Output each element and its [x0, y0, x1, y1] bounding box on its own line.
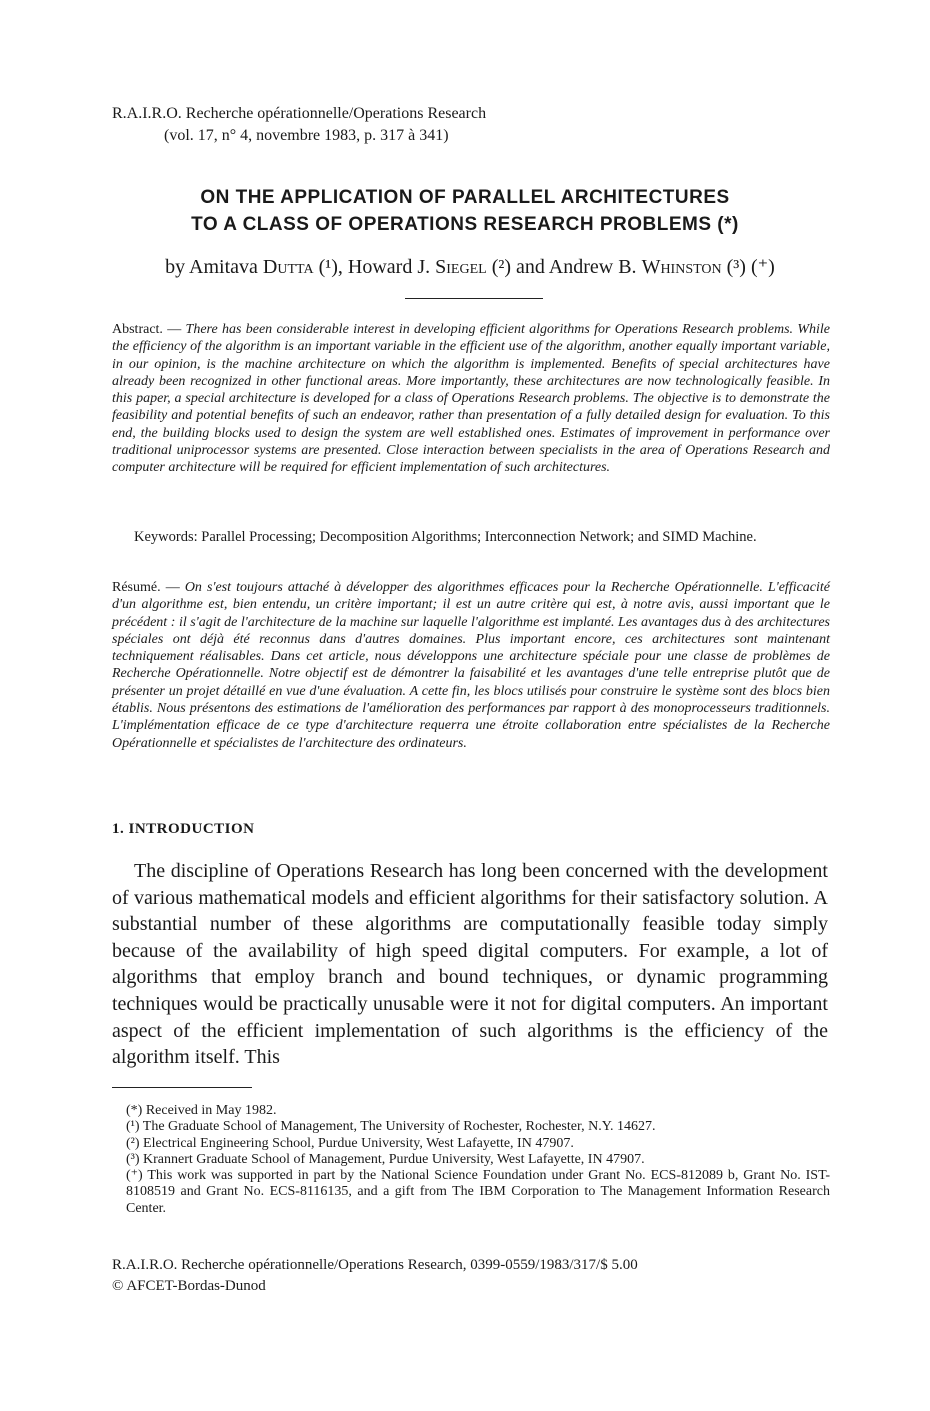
resume-label: Résumé. — [112, 580, 180, 595]
journal-line-1: R.A.I.R.O. Recherche opérationnelle/Operations Research [112, 105, 487, 122]
author-2-surname: Siegel [435, 256, 487, 278]
author-3-mark: (³) (⁺) [726, 256, 775, 278]
resume [112, 579, 830, 752]
footnote: (*) Received in May 1982. [126, 1103, 277, 1118]
author-3-surname: Whinston [641, 256, 722, 278]
author-1-surname: Dutta [262, 256, 314, 278]
resume-text: On s'est toujours attaché à développer des algorithmes efficaces pour la Recherche Opérationnelle. L'efficacité d'un algorithme est, bien entendu, un critère important; il est un autre critère qui est, à notre avis, aussi important que le précédent : il s'agit de l'architecture de la machine sur laquelle l'algorithme est implanté. Les avantages dus à des architectures spéciales ont déjà été reconnus dans d'autres domaines. Plus important encore, ces architectures sont maintenant techniquement réalisables. Dans cet article, nous développons une architecture spéciale pour une classe de problèmes de Recherche Opérationnelle. Notre objectif est de démontrer la faisabilité et les avantages d'une telle entreprise plutôt que de présenter un projet détaillé en vue d'une évaluation. A cette fin, les blocs utilisés pour construire le système sont des blocs bien établis. Nous présentons des estimations de l'amélioration des performances par rapport à des monoprocesseurs traditionnels. L'implémentation efficace de ce type d'architecture requerra une étroite collaboration entre spécialistes de la Recherche Opérationnelle et spécialistes de l'architecture des ordinateurs. [112, 580, 831, 751]
footnotes [112, 1103, 830, 1217]
author-1-mark: (¹), [318, 256, 343, 278]
paper-title [90, 184, 840, 238]
authors-conjunction: and Andrew B. [516, 256, 637, 278]
journal-header [112, 103, 812, 147]
author-2-given: Howard J. [347, 256, 431, 278]
keywords: Keywords: Parallel Processing; Decomposition Algorithms; Interconnection Network; and SIMD Machine. [134, 529, 757, 545]
journal-line-2: (vol. 17, n° 4, novembre 1983, p. 317 à 341) [164, 127, 449, 144]
footnote: (¹) The Graduate School of Management, The University of Rochester, Rochester, N.Y. 14627. [126, 1119, 656, 1135]
footnote: (⁺) This work was supported in part by the National Science Foundation under Grant No. ECS-812089 b, Grant No. IST-8108519 and Grant No. ECS-8116135, and a gift from The IBM Corporation to The Management Information Research Center. [126, 1168, 830, 1216]
footnote-divider [112, 1087, 252, 1088]
abstract [112, 321, 830, 477]
author-2-mark: (²) [491, 256, 512, 278]
title-line-1: ON THE APPLICATION OF PARALLEL ARCHITECTURES [200, 187, 730, 208]
section-heading: 1. INTRODUCTION [112, 821, 255, 837]
publication-footer [112, 1255, 830, 1297]
publication-line-1: R.A.I.R.O. Recherche opérationnelle/Operations Research, 0399-0559/1983/317/$ 5.00 [112, 1257, 638, 1273]
abstract-text: There has been considerable interest in developing efficient algorithms for Operations Research problems. While the efficiency of the algorithm is an important variable in the efficient use of the algorithm, another equally important variable, in our opinion, is the machine architecture on which the algorithm is implemented. Benefits of special architectures have already been recognized in other functional areas. More importantly, these architectures are now technologically feasible. In this paper, a special architecture is developed for a class of Operations Research problems. The objective is to demonstrate the feasibility and potential benefits of such an endeavor, rather than presentation of a fully detailed design for evaluation. To this end, the building blocks used to design the system are well established ones. Estimates of improvement in performance over traditional uniprocessor systems are presented. Close interaction between specialists in the area of Operations Research and computer architecture will be required for efficient implementation of such architectures. [112, 322, 831, 476]
title-line-2: TO A CLASS OF OPERATIONS RESEARCH PROBLEMS (*) [191, 214, 739, 235]
footnote: (³) Krannert Graduate School of Management, Purdue University, West Lafayette, IN 47907. [126, 1151, 645, 1167]
publication-line-2: © AFCET-Bordas-Dunod [112, 1278, 266, 1294]
author-line [100, 254, 840, 280]
authors-prefix: by Amitava [165, 256, 258, 278]
title-divider [405, 298, 543, 299]
body-paragraph: The discipline of Operations Research has long been concerned with the development of various mathematical models and efficient algorithms for their satisfactory solution. A substantial number of these algorithms are computationally feasible today simply because of the availability of high speed digital computers. For example, a lot of algorithms that employ branch and bound techniques, or dynamic programming techniques would be practically unusable were it not for digital computers. An important aspect of the efficient implementation of such algorithms is the efficiency of the algorithm itself. This [112, 860, 828, 1069]
footnote: (²) Electrical Engineering School, Purdue University, West Lafayette, IN 47907. [126, 1135, 574, 1151]
abstract-label: Abstract. — [112, 322, 182, 337]
